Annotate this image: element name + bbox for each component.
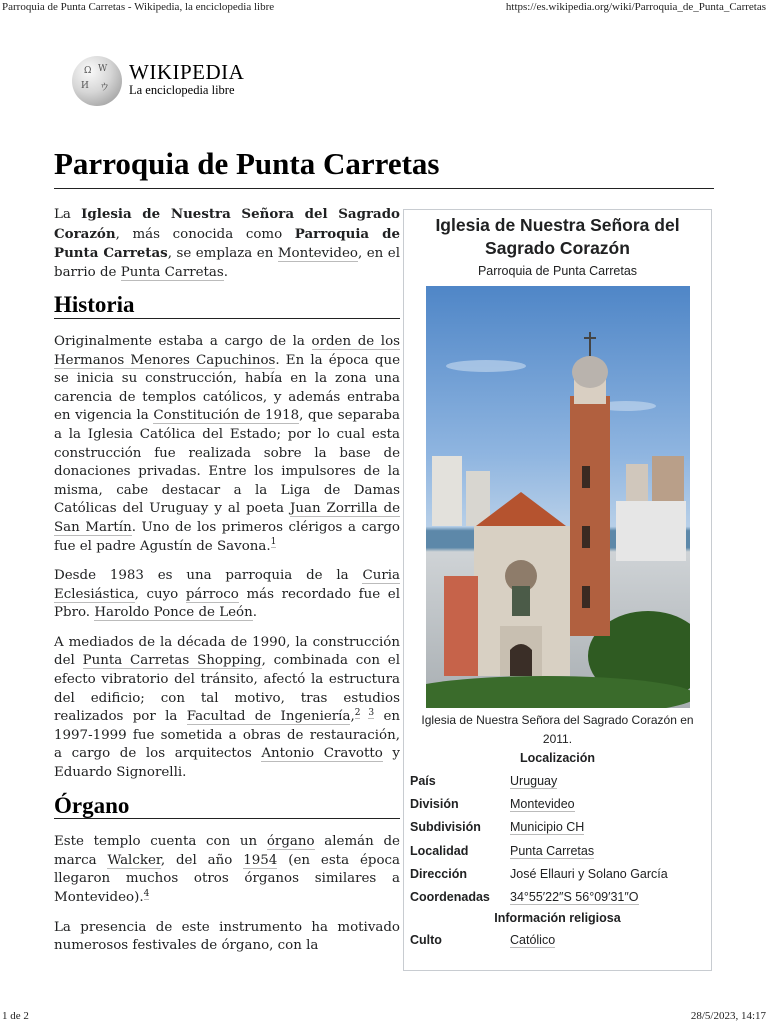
wikipedia-logo[interactable]	[72, 56, 272, 108]
article-body	[54, 205, 400, 967]
section-heading-organo: Órgano	[54, 797, 400, 820]
reference-2[interactable]: 2	[354, 707, 361, 718]
link-haroldo[interactable]: Haroldo Ponce de León	[94, 605, 253, 621]
church-illustration	[426, 286, 690, 708]
section-heading-historia: Historia	[54, 296, 400, 319]
link-punta-carretas[interactable]: Punta Carretas	[120, 264, 224, 280]
puzzle-globe-icon: Ω W И ウ	[72, 56, 122, 106]
link-uruguay[interactable]: Uruguay	[510, 773, 558, 788]
photo-caption: Iglesia de Nuestra Señora del Sagrado Corazón en 2011.	[421, 713, 694, 746]
section-informacion-religiosa: Información religiosa	[494, 910, 621, 925]
infobox-row-direccion: Dirección José Ellauri y Solano García	[410, 866, 668, 881]
print-footer-datetime: 28/5/2023, 14:17	[690, 1010, 766, 1022]
link-parroco[interactable]: párroco	[185, 586, 239, 602]
infobox-row-culto: Culto Católico	[410, 933, 556, 948]
reference-4[interactable]: 4	[143, 888, 150, 899]
link-localidad[interactable]: Punta Carretas	[510, 843, 595, 858]
wikipedia-wordmark: WIKIPEDIA	[129, 60, 245, 84]
link-municipio-ch[interactable]: Municipio CH	[510, 820, 585, 835]
infobox-subtitle: Parroquia de Punta Carretas	[477, 264, 638, 278]
wikipedia-tagline: La enciclopedia libre	[129, 83, 235, 97]
link-1954[interactable]: 1954	[243, 852, 278, 868]
reference-1[interactable]: 1	[270, 537, 277, 548]
link-division-montevideo[interactable]: Montevideo	[510, 796, 575, 811]
reference-3[interactable]: 3	[368, 707, 375, 718]
link-capuchinos[interactable]: orden de los Hermanos Menores Capuchinos	[54, 333, 401, 368]
historia-paragraph-3: A mediados de la década de 1990, la construcción del Punta Carretas Shopping, combinada con el efecto vibratorio del tránsito, afectó la estructura del edificio; con tal motivo, tras estudios realizados por la Facultad de Ingeniería,$^{2 3}$ en 1997-1999 fue sometida a obras de restauración, a cargo de los arquitectos Antonio Cravotto y Eduardo Signorelli.	[54, 634, 400, 781]
infobox-row-subdivision: Subdivisión Municipio CH	[410, 820, 585, 835]
link-cravotto[interactable]: Antonio Cravotto	[261, 746, 383, 762]
link-catolico[interactable]: Católico	[510, 933, 556, 948]
infobox-row-coordenadas: Coordenadas 34°55′22″S 56°09′31″O	[410, 890, 639, 905]
link-curia[interactable]: Curia Eclesiástica	[54, 568, 400, 602]
link-montevideo[interactable]: Montevideo	[277, 246, 358, 262]
infobox-title: Iglesia de Nuestra Señora del Sagrado Corazón	[435, 215, 680, 258]
link-constitucion-1918[interactable]: Constitución de 1918	[153, 408, 300, 424]
historia-paragraph-1: Originalmente estaba a cargo de la orden de los Hermanos Menores Capuchinos. En la época que se inicia su construcción, había en la zona una carencia de templos católicos, y además entraba en vigencia la Constitución de 1918, que separaba a la Iglesia Católica del Estado; por lo cual esta construcción fue realizada sobre la base de donaciones privadas. Entre los impulsores de la misma, cabe destacar a la Liga de Damas Católicas del Uruguay y al poeta Juan Zorrilla de San Martín. Uno de los primeros clérigos a cargo fue el padre Agustín de Savona.$^1$	[54, 333, 401, 554]
infobox-row-division: División Montevideo	[410, 796, 575, 811]
print-header-title: Parroquia de Punta Carretas - Wikipedia, la enciclopedia libre	[2, 1, 275, 13]
infobox-row-localidad: Localidad Punta Carretas	[410, 843, 595, 858]
page-title: Parroquia de Punta Carretas	[54, 146, 714, 189]
infobox	[403, 209, 712, 971]
section-localizacion: Localización	[519, 751, 596, 765]
historia-paragraph-2: Desde 1983 es una parroquia de la Curia Eclesiástica, cuyo párroco más recordado fue el Pbro. Haroldo Ponce de León.	[54, 568, 400, 621]
print-footer-page-count: 1 de 2	[2, 1010, 29, 1022]
link-organo[interactable]: órgano	[266, 834, 315, 850]
print-header-url: https://es.wikipedia.org/wiki/Parroquia_de_Punta_Carretas	[505, 1, 766, 13]
organo-paragraph-1: Este templo cuenta con un órgano alemán de marca Walcker, del año 1954 (en esta época llegaron muchos otros órganos similares a Montevideo).$^4$	[54, 834, 400, 905]
intro-paragraph: La Iglesia de Nuestra Señora del Sagrado Corazón, más conocida como Parroquia de Punta Carretas, se emplaza en Montevideo, en el barrio de Punta Carretas.	[54, 206, 400, 280]
link-zorrilla[interactable]: Juan Zorrilla de San Martín	[54, 501, 401, 535]
link-shopping[interactable]: Punta Carretas Shopping	[82, 653, 262, 669]
infobox-row-pais: País Uruguay	[410, 773, 558, 788]
link-coordinates[interactable]: 34°55′22″S 56°09′31″O	[510, 890, 639, 905]
organo-paragraph-2: La presencia de este instrumento ha motivado numerosos festivales de órgano, con la	[54, 919, 400, 954]
church-photo[interactable]	[426, 286, 690, 708]
link-facultad[interactable]: Facultad de Ingeniería	[186, 709, 351, 725]
link-walcker[interactable]: Walcker	[107, 852, 161, 868]
